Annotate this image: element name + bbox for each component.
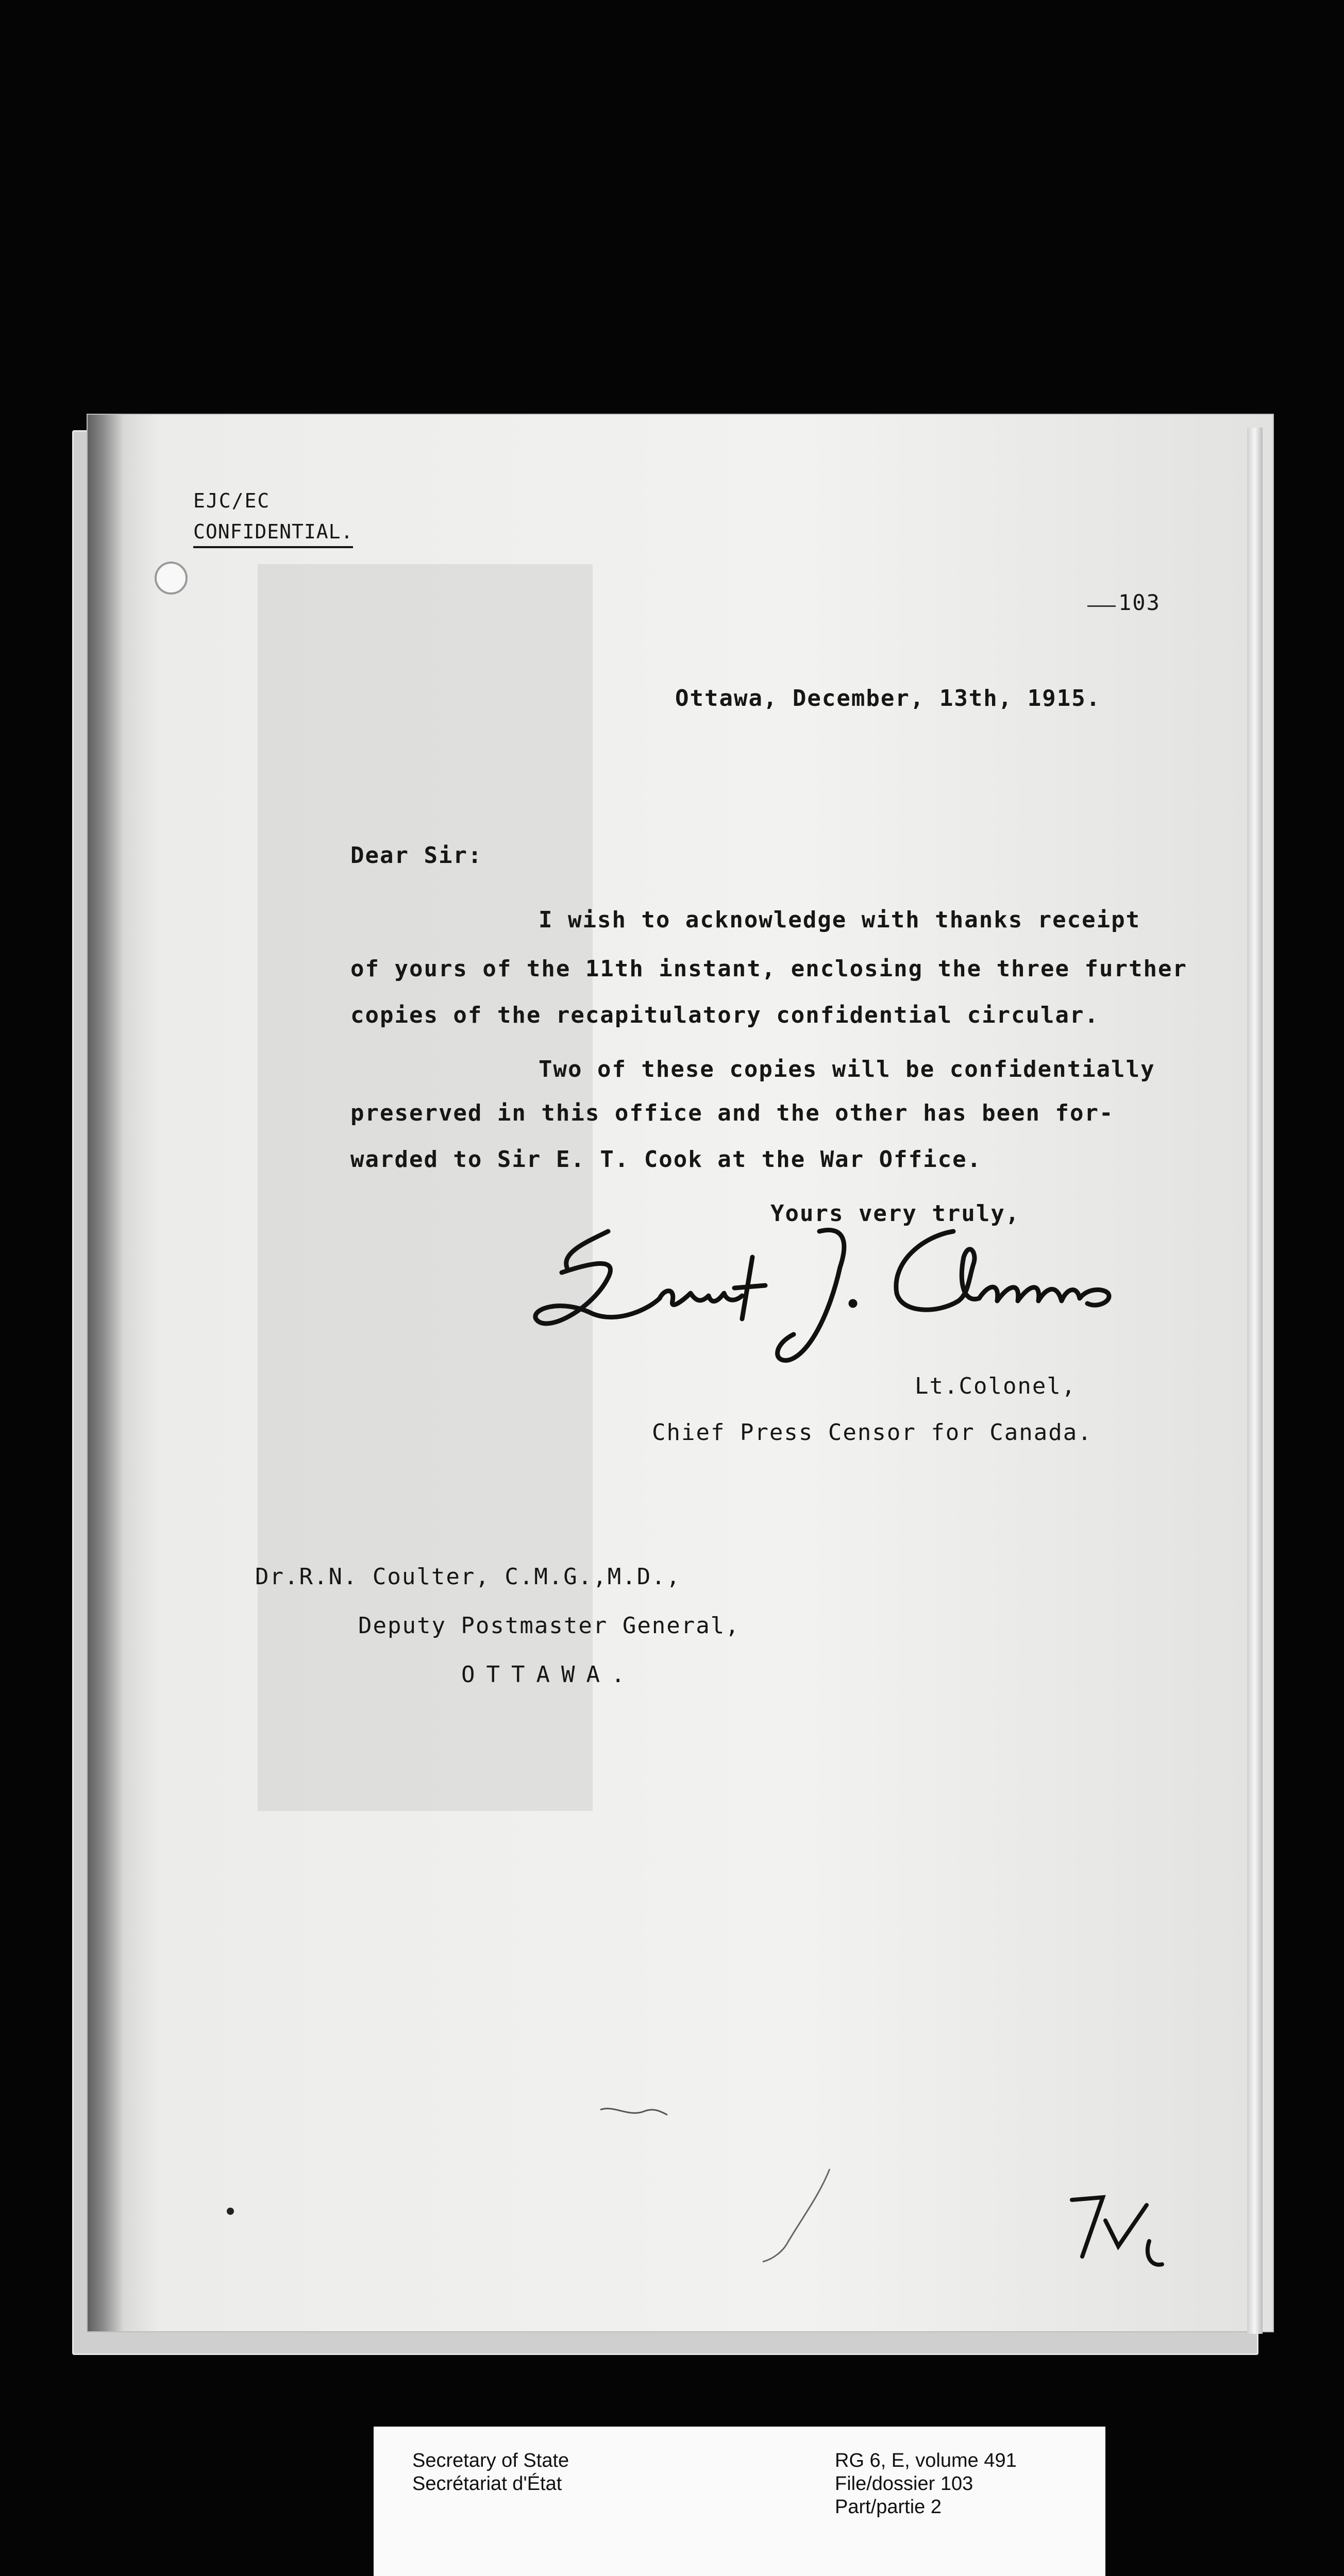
page-number: 103 bbox=[1118, 590, 1161, 615]
body-line: Two of these copies will be confidentially bbox=[539, 1056, 1155, 1082]
confidential-heading: CONFIDENTIAL. bbox=[193, 520, 353, 548]
body-line: I wish to acknowledge with thanks receipt bbox=[539, 907, 1141, 933]
archive-label-card bbox=[374, 2427, 1105, 2576]
body-line: warded to Sir E. T. Cook at the War Office. bbox=[350, 1146, 982, 1173]
recipient-name: Dr.R.N. Coulter, C.M.G.,M.D., bbox=[255, 1564, 681, 1590]
pencil-stroke bbox=[758, 2164, 840, 2267]
department-fr: Secrétariat d'État bbox=[412, 2473, 562, 2495]
closing: Yours very truly, bbox=[770, 1200, 1020, 1227]
body-line: preserved in this office and the other has been for- bbox=[350, 1100, 1114, 1126]
handwritten-number-mark bbox=[1062, 2184, 1165, 2272]
recipient-city: OTTAWA. bbox=[461, 1662, 636, 1688]
file-number: File/dossier 103 bbox=[835, 2473, 973, 2495]
signer-title: Chief Press Censor for Canada. bbox=[652, 1419, 1093, 1446]
department-en: Secretary of State bbox=[412, 2450, 569, 2471]
body-line: copies of the recapitulatory confidential circular. bbox=[350, 1002, 1100, 1028]
body-line: of yours of the 11th instant, enclosing the three further bbox=[350, 956, 1187, 982]
reference-initials: EJC/EC bbox=[193, 489, 271, 512]
recipient-position: Deputy Postmaster General, bbox=[358, 1613, 740, 1639]
punch-hole bbox=[155, 562, 188, 595]
ink-dot bbox=[227, 2208, 234, 2215]
signer-rank: Lt.Colonel, bbox=[915, 1373, 1077, 1399]
letter-date: Ottawa, December, 13th, 1915. bbox=[675, 685, 1101, 711]
part-number: Part/partie 2 bbox=[835, 2496, 942, 2518]
page-edge bbox=[1247, 428, 1263, 2334]
pencil-scribble bbox=[598, 2102, 670, 2123]
salutation: Dear Sir: bbox=[350, 842, 483, 869]
handwritten-signature bbox=[531, 1211, 1134, 1381]
record-group: RG 6, E, volume 491 bbox=[835, 2450, 1017, 2471]
